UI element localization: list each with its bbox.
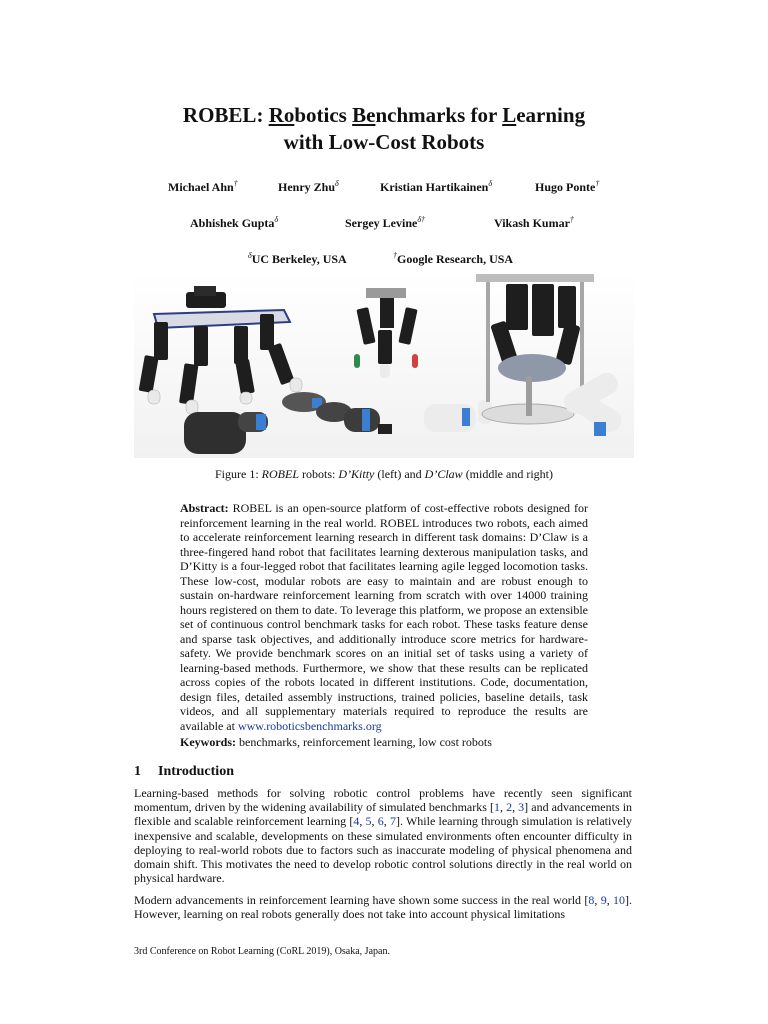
affiliation-berkeley: $^\delta$UC Berkeley, USA [248,251,347,266]
conference-footer: 3rd Conference on Robot Learning (CoRL 2019), Osaka, Japan. [134,946,390,957]
author-vikash-kumar: Vikash Kumar† [494,215,574,230]
affiliation-google: †Google Research, USA [393,251,514,266]
citation[interactable]: 10 [613,893,626,907]
title-line-2: with Low-Cost Robots [283,130,485,154]
author-henry-zhu: Henry Zhu$^\delta$ [278,179,339,194]
citation[interactable]: 3 [518,800,525,815]
intro-paragraph-1: Learning-based methods for solving robotic control problems have recently seen significant momentum, driven by the widening availability of simulated benchmarks [1, 2, 3] and advancements in flexible and scalable reinforcement learning [4, 5, 6, 7]. While learning through simulation is relatively inexpensive and scalable, developments on these simulated environments often encounter difficulty in deploying to real-world robots due to factors such as inaccurate modeling of physical phenomena and domain shift. This motivates the need to develop robotic control solutions directly in the real world on physical hardware. [134,786,633,886]
citation[interactable]: 6 [377,814,384,829]
author-hugo-ponte: Hugo Ponte† [535,179,600,194]
project-website-link[interactable]: www.roboticsbenchmarks.org [237,718,382,733]
figure-caption: Figure 1: ROBEL robots: D’Kitty (left) and D’Claw (middle and right) [215,467,553,481]
title-line-1: ROBEL: Robotics Benchmarks for Learning [182,103,586,127]
author-michael-ahn: Michael Ahn† [168,179,238,194]
author-abhishek-gupta: Abhishek Gupta$^\delta$ [190,215,279,230]
author-kristian-hartikainen: Kristian Hartikainen$^\delta$ [380,179,493,194]
citation[interactable]: 1 [493,800,500,815]
citation[interactable]: 7 [389,814,396,829]
citation[interactable]: 4 [353,814,360,829]
citation[interactable]: 2 [506,800,513,815]
abstract: Abstract: ROBEL is an open-source platform of cost-effective robots designed for reinforcement learning in the real world. ROBEL introduces two robots, each aimed to accelerate reinforcement learning research in different task domains: D’Claw is a three-fingered hand robot that facilitates learning dexterous manipulation tasks, and D’Kitty is a four-legged robot that facilitates learning agile legged locomotion tasks. These low-cost, modular robots are easy to maintain and are robust enough to sustain on-hardware reinforcement learning from scratch with over 14000 training hours registered on them to date. To leverage this platform, we propose an extensible set of continuous control benchmark tasks for each robot. These tasks feature dense and sparse task objectives, and additionally introduce score metrics for hardware-safety. We provide benchmark scores on an initial set of tasks using a variety of learning-based methods. Furthermore, we show that these results can be replicated across copies of the robots located in different institutions. Code, documentation, design files, detailed assembly instructions, trained policies, baseline details, task videos, and all supplementary materials required to reproduce the results are available at www.roboticsbenchmarks.org [180,501,588,733]
keywords: Keywords: benchmarks, reinforcement learning, low cost robots [180,735,492,749]
robel-robots-figure [134,272,634,458]
citation[interactable]: 5 [365,814,372,829]
author-sergey-levine: Sergey Levine$^{\delta\dagger}$ [345,215,426,230]
citation[interactable]: 8 [588,893,595,907]
citation[interactable]: 9 [600,893,607,907]
section-heading-introduction: 1 Introduction [134,764,234,779]
paper-title [0,102,768,156]
intro-paragraph-2: Modern advancements in reinforcement learning have shown some success in the real world [8, 9, 10]. However, learning on real robots generally does not take into account physical limitations [134,893,633,922]
